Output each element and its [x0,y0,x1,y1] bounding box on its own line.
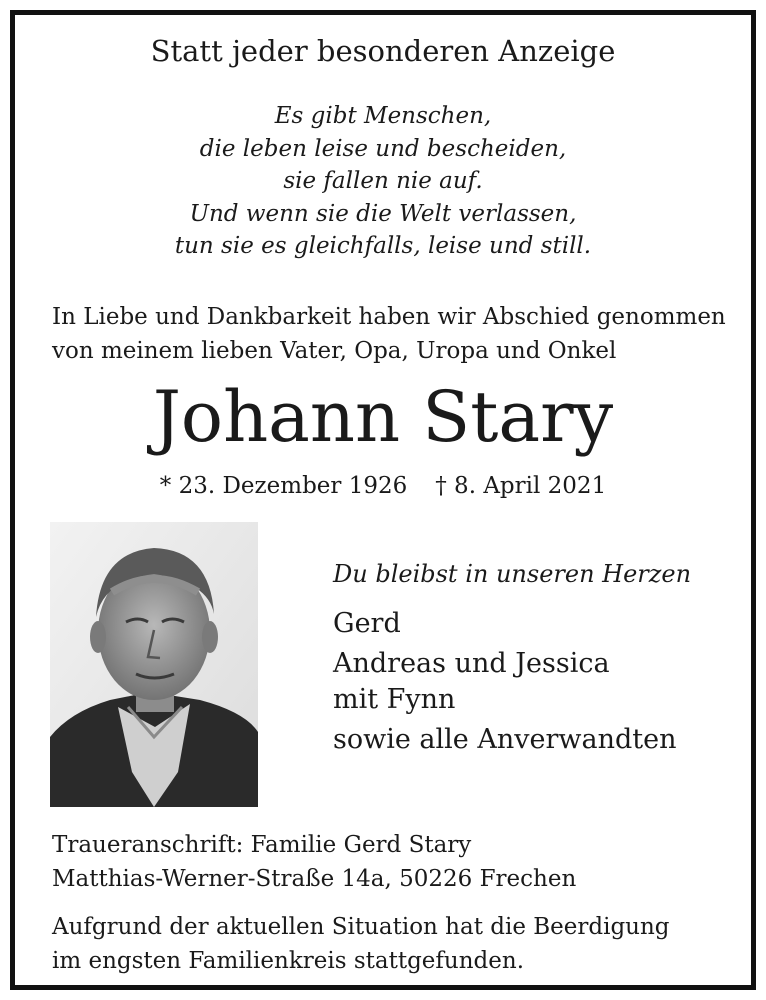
poem-line: sie fallen nie auf. [283,168,483,194]
funeral-note [52,910,670,978]
survivor-name: sowie alle Anverwandten [333,724,677,755]
address-line: Matthias-Werner-Straße 14a, 50226 Frechen [52,866,577,892]
intro-line: von meinem lieben Vater, Opa, Uropa und Onkel [52,338,617,364]
survivors-list [333,606,676,758]
notice-header: Statt jeder besonderen Anzeige [150,34,616,68]
note-line: Aufgrund der aktuellen Situation hat die Beerdigung [52,914,670,940]
life-dates [0,473,766,499]
poem-line: die leben leise und bescheiden, [199,135,567,162]
poem [0,100,766,263]
survivor-name: Gerd [333,608,401,639]
poem-line: Es gibt Menschen, [274,103,492,129]
mourning-address [52,828,576,896]
birth-date: * 23. Dezember 1926 [159,473,408,499]
address-line: Traueranschrift: Familie Gerd Stary [52,832,472,858]
survivor-name: mit Fynn [333,684,456,715]
note-line: im engsten Familienkreis stattgefunden. [52,948,525,974]
deceased-name: Johann Stary [152,376,614,458]
motto: Du bleibst in unseren Herzen [333,560,692,588]
intro-line: In Liebe und Dankbarkeit haben wir Abschied genommen [52,304,726,330]
poem-line: tun sie es gleichfalls, leise und still. [174,233,592,259]
poem-line: Und wenn sie die Welt verlassen, [189,200,577,227]
survivor-name: Andreas und Jessica [333,648,610,679]
death-date: † 8. April 2021 [435,473,607,499]
portrait-photo [50,522,258,807]
intro-text [52,300,726,368]
